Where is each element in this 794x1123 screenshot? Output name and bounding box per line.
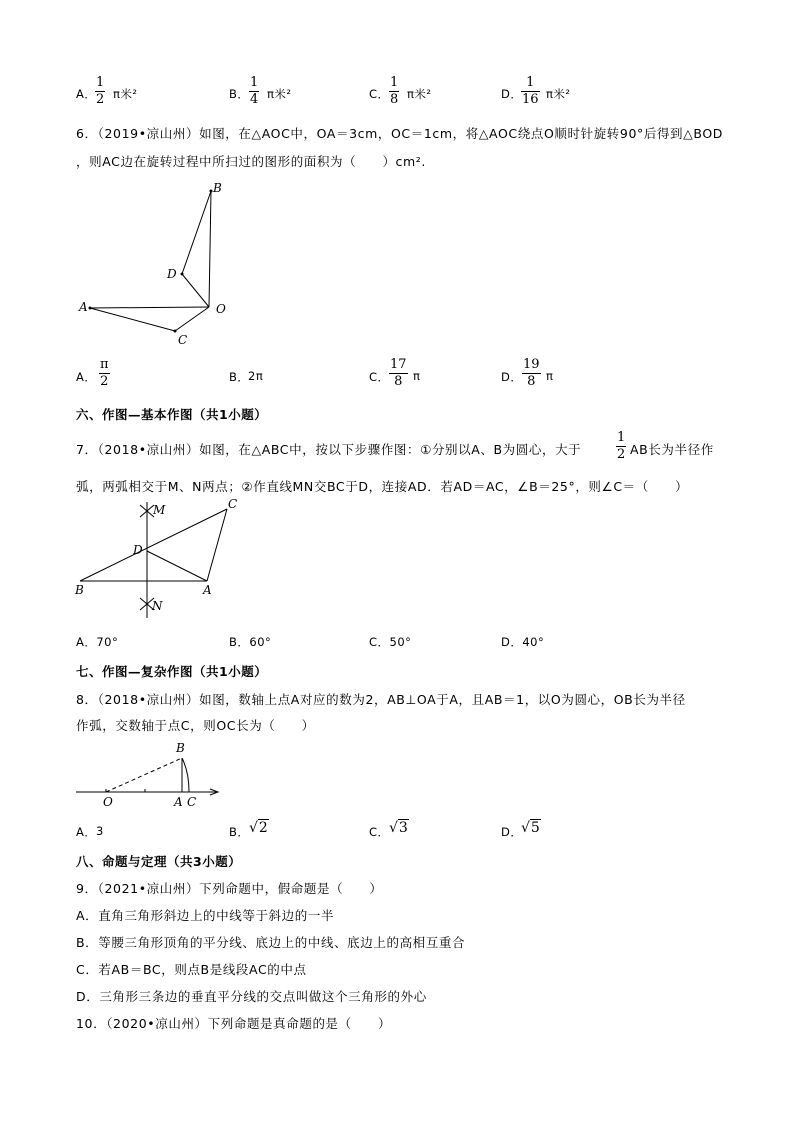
q7-segment-ca (207, 509, 227, 581)
q8-segment-ob-dashed (106, 758, 182, 792)
q6-segment-bd (182, 191, 211, 274)
q5-option-b-letter: B． (229, 87, 250, 101)
q8-option-a-text: 3 (96, 824, 104, 838)
q6-option-d-fraction: 19 8 (523, 357, 540, 389)
q6-segment-co (175, 307, 209, 331)
q5-option-a-fraction: 1 2 (96, 75, 105, 107)
q7-stem-line1-post: AB长为半径作 (630, 442, 714, 457)
q6-option-c-suffix: π (413, 369, 421, 383)
section-6-heading: 六、作图—基本作图（共1小题） (76, 407, 268, 422)
q6-segment-ao (90, 307, 209, 308)
q6-point-d (181, 273, 184, 276)
q6-segment-bo (209, 191, 211, 307)
q7-segment-bc (80, 509, 227, 581)
q7-option-d: D．40° (501, 635, 545, 649)
q6-stem-line2: ，则AC边在旋转过程中所扫过的图形的面积为（ ）cm². (76, 154, 426, 169)
q6-option-b-text: 2π (248, 369, 264, 383)
q7-segment-da (147, 551, 207, 581)
q7-label-n: N (152, 599, 163, 613)
q6-option-d-letter: D． (501, 370, 523, 384)
q5-option-d-suffix: π米² (546, 87, 571, 101)
q6-label-a: A (79, 300, 88, 314)
q6-segment-do (182, 274, 209, 307)
q6-point-c (174, 330, 177, 333)
q6-option-c-fraction: 17 8 (390, 357, 407, 389)
q7-label-c: C (228, 497, 238, 511)
q9-option-c: C．若AB＝BC，则点B是线段AC的中点 (76, 962, 307, 977)
q8-option-a-letter: A． (76, 825, 97, 839)
q6-label-b: B (213, 181, 222, 195)
q6-label-c: C (178, 333, 188, 347)
q5-option-a-suffix: π米² (113, 87, 138, 101)
q5-option-b-suffix: π米² (267, 87, 292, 101)
q8-diagram (70, 736, 230, 810)
q7-label-a: A (203, 583, 212, 597)
q8-label-c: C (187, 795, 197, 809)
q6-option-c-letter: C． (369, 370, 390, 384)
q8-label-b: B (176, 741, 185, 755)
q9-option-b: B．等腰三角形顶角的平分线、底边上的中线、底边上的高相互重合 (76, 935, 466, 950)
q7-option-c: C．50° (369, 635, 412, 649)
q5-option-b-fraction: 1 4 (250, 75, 259, 107)
q8-option-b-sqrt: √2 (249, 820, 268, 836)
q5-option-a-letter: A． (76, 87, 97, 101)
q6-stem-line1: 6．（2019•凉山州）如图，在△AOC中，OA＝3cm，OC＝1cm，将△AOC绕点O顺时针旋转90°后得到△BOD (76, 126, 723, 141)
q7-label-b: B (75, 583, 84, 597)
section-8-heading: 八、命题与定理（共3小题） (76, 854, 242, 869)
q5-option-c-suffix: π米² (407, 87, 432, 101)
q6-option-a-letter: A． (76, 370, 97, 384)
q8-option-d-sqrt: √5 (521, 820, 540, 836)
q8-option-d-letter: D． (501, 825, 523, 839)
q7-stem-line1-pre: 7．（2018•凉山州）如图，在△ABC中，按以下步骤作图：①分别以A、B为圆心，大于 (76, 442, 582, 457)
q8-stem-line1: 8．（2018•凉山州）如图，数轴上点A对应的数为2，AB⊥OA于A，且AB＝1，以O为圆心，OB长为半径 (76, 692, 686, 707)
q5-option-c-fraction: 1 8 (390, 75, 399, 107)
q6-segment-ac (90, 308, 175, 331)
q6-label-d: D (167, 267, 177, 281)
q7-label-d: D (133, 543, 143, 557)
q8-option-c-letter: C． (369, 825, 390, 839)
q7-diagram (70, 496, 250, 622)
q7-stem-line2: 弧，两弧相交于M、N两点；②作直线MN交BC于D，连接AD．若AD＝AC，∠B＝25°，则∠C＝（ ） (76, 479, 689, 494)
q7-option-a: A．70° (76, 635, 119, 649)
q7-label-m: M (153, 503, 166, 517)
q5-option-d-letter: D． (501, 87, 523, 101)
q7-option-b: B．60° (229, 635, 272, 649)
q10-stem: 10．（2020•凉山州）下列命题是真命题的是（ ） (76, 1016, 392, 1031)
section-7-heading: 七、作图—复杂作图（共1小题） (76, 664, 268, 679)
q8-arc-bc (182, 758, 189, 792)
q6-option-a-fraction: π 2 (100, 357, 109, 389)
q7-half-fraction: 1 2 (617, 430, 626, 462)
q6-option-b-letter: B． (229, 370, 250, 384)
q6-point-a (89, 307, 92, 310)
q5-option-c-letter: C． (369, 87, 390, 101)
q8-option-c-sqrt: √3 (389, 820, 408, 836)
q6-label-o: O (216, 302, 226, 316)
q8-stem-line2: 作弧，交数轴于点C，则OC长为（ ） (76, 718, 315, 733)
q8-label-o: O (103, 795, 113, 809)
q9-stem: 9．（2021•凉山州）下列命题中，假命题是（ ） (76, 881, 383, 896)
q5-option-d-fraction: 1 16 (522, 75, 539, 107)
q8-label-a: A (174, 795, 183, 809)
q6-option-d-suffix: π (546, 369, 554, 383)
q6-diagram (70, 178, 240, 350)
q8-option-b-letter: B． (229, 825, 250, 839)
q9-option-d: D．三角形三条边的垂直平分线的交点叫做这个三角形的外心 (76, 989, 427, 1004)
q9-option-a: A．直角三角形斜边上的中线等于斜边的一半 (76, 908, 335, 923)
